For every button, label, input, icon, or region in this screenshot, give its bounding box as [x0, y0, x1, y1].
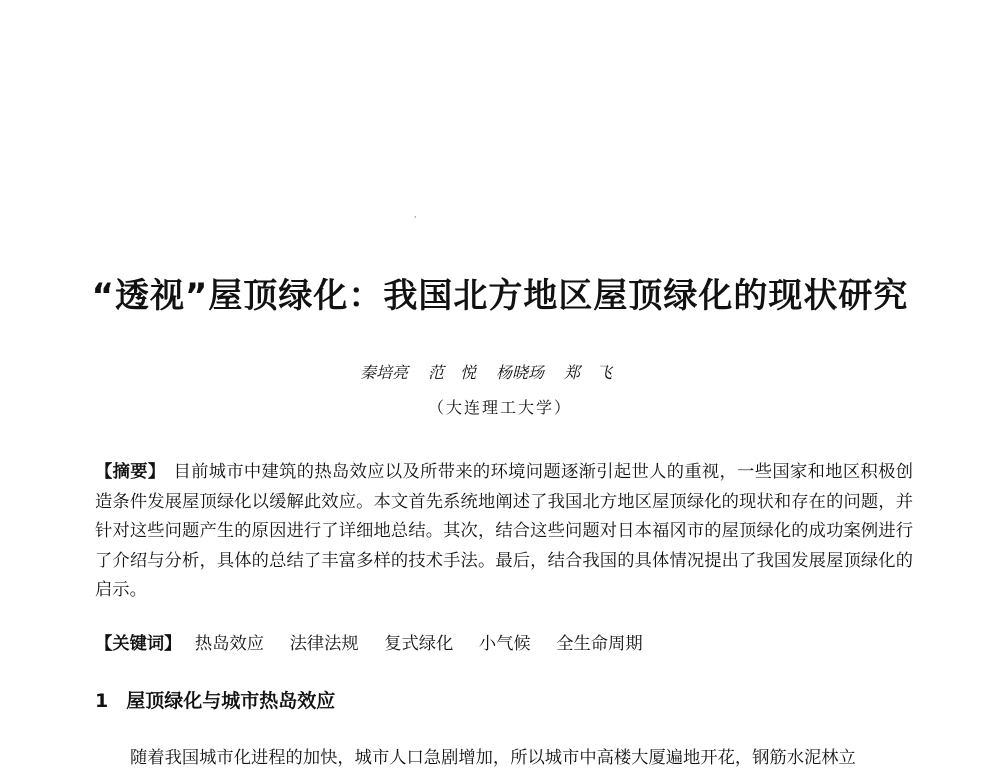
scan-speck: · — [414, 213, 417, 222]
keywords — [95, 630, 913, 659]
affiliation: （大连理工大学） — [427, 398, 572, 417]
keyword: 法律法规 — [289, 634, 359, 654]
abstract — [95, 458, 913, 606]
paper-title: “透视”屋顶绿化：我国北方地区屋顶绿化的现状研究 — [91, 276, 909, 316]
section-title: 屋顶绿化与城市热岛效应 — [126, 690, 336, 712]
author-name: 秦培亮 — [360, 363, 409, 382]
keyword: 全生命周期 — [556, 634, 643, 654]
keyword: 复式绿化 — [384, 634, 454, 654]
section-heading — [95, 686, 335, 713]
body-paragraph: 随着我国城市化进程的加快，城市人口急剧增加，所以城市中高楼大厦遍地开花，钢筋水泥林立 — [130, 748, 856, 768]
author-list — [360, 360, 612, 383]
keyword: 小气候 — [478, 634, 531, 654]
author-name: 杨晓玚 — [496, 363, 545, 382]
abstract-text: 目前城市中建筑的热岛效应以及所带来的环境问题逐渐引起世人的重视，一些国家和地区积极创造条件发展屋顶绿化以缓解此效应。本文首先系统地阐述了我国北方地区屋顶绿化的现状和存在的问题，并针对这些问题产生的原因进行了详细地总结。其次，结合这些问题对日本福冈市的屋顶绿化的成功案例进行了介绍与分析，具体的总结了丰富多样的技术手法。最后，结合我国的具体情况提出了我国发展屋顶绿化的启示。 — [95, 462, 913, 600]
author-name: 范 悦 — [428, 363, 477, 382]
abstract-label: 【摘要】 — [95, 462, 166, 482]
keywords-label: 【关键词】 — [95, 634, 182, 654]
section-number: 1 — [95, 690, 109, 712]
keyword: 热岛效应 — [194, 634, 265, 654]
author-name: 郑 飞 — [564, 363, 613, 382]
